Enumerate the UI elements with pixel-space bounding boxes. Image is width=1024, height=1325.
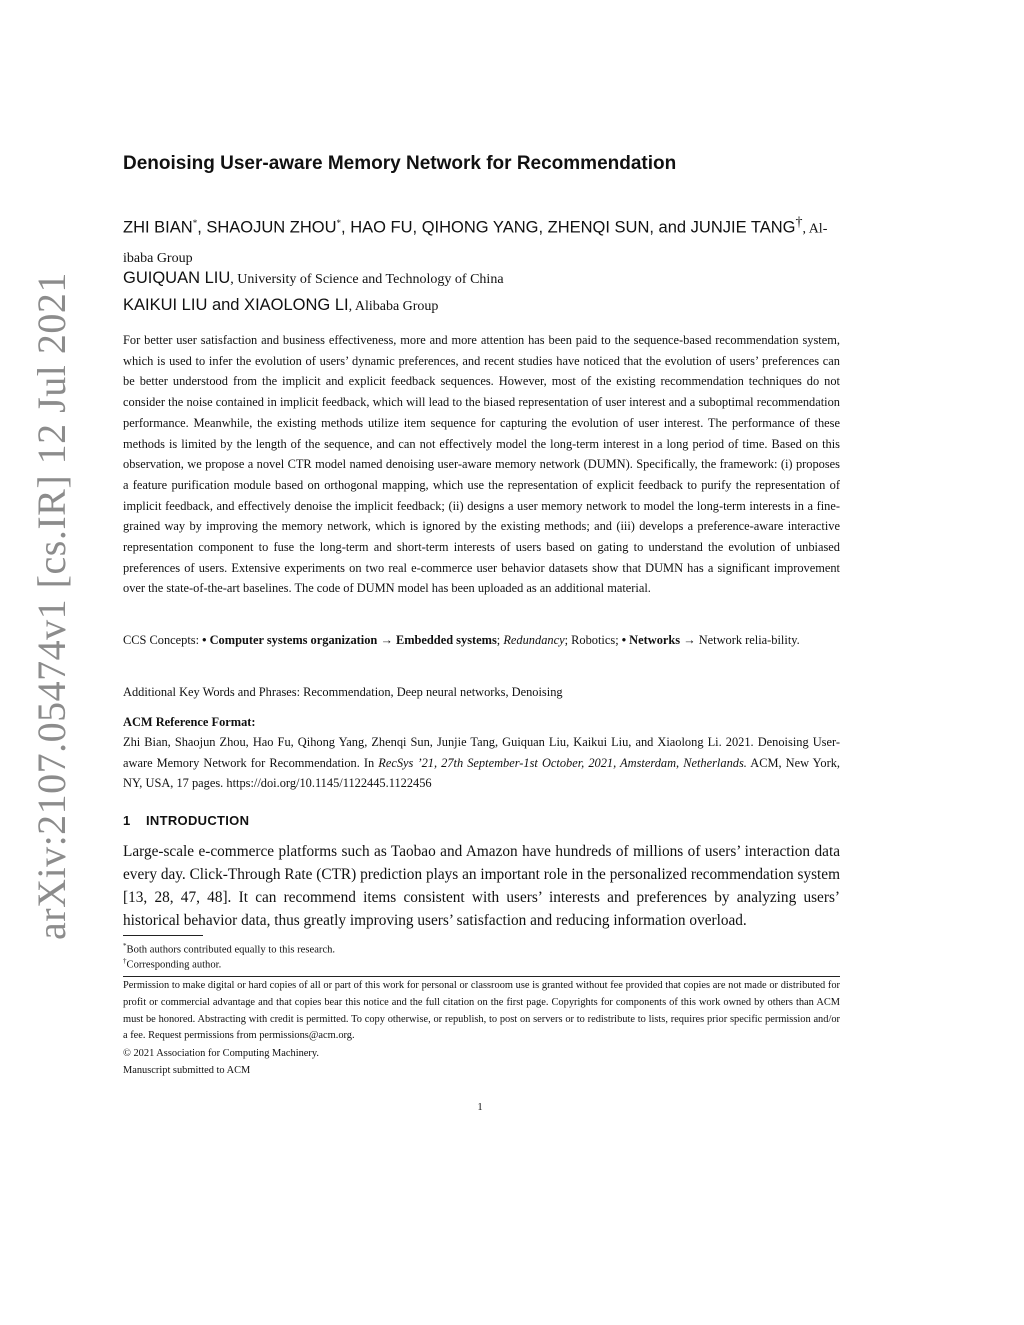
copyright-line: © 2021 Association for Computing Machinery. xyxy=(123,1048,319,1059)
abstract: For better user satisfaction and business effectiveness, more and more attention has been paid to the sequence-based recommendation system, which is used to infer the evolution of users’ dynamic preferences, and recent studies have noticed that the evolution of users’ preferences can be better understood from the implicit and explicit feedback sequences. However, most of the existing recommendation techniques do not consider the noise contained in implicit feedback, which will lead to the biased representation of user interest and a suboptimal recommendation performance. Meanwhile, the existing methods utilize item sequence for capturing the evolution of user interest. The performance of these methods is limited by the length of the sequence, and can not effectively model the long-term interest in a long period of time. Based on this observation, we propose a novel CTR model named denoising user-aware memory network (DUMN). Specifically, the framework: (i) proposes a feature purification module based on orthogonal mapping, which use the representation of explicit feedback to purify the representation of implicit feedback, and effectively denoise the implicit feedback; (ii) designs a user memory network to model the long-term interests in a fine-grained way by improving the memory network, which is ignored by the existing methods; and (iii) develops a preference-aware interactive representation component to fuse the long-term and short-term interests of users based on gating to understand the evolution of unbiased preferences of users. Extensive experiments on two real e-commerce user behavior datasets show that DUMN has a significant improvement over the state-of-the-art baselines. The code of DUMN model has been uploaded as an additional material. xyxy=(123,333,840,596)
footnote-text: Corresponding author. xyxy=(126,959,222,971)
author-affiliation: , University of Science and Technology of China xyxy=(230,272,504,287)
footnote-mark: † xyxy=(123,957,127,965)
equal-contribution-mark: * xyxy=(192,218,198,228)
arxiv-identifier-stamp: arXiv:2107.05474v1 [cs.IR] 12 Jul 2021 xyxy=(29,272,74,940)
footnote-mark: * xyxy=(123,942,127,950)
acm-reference-heading xyxy=(123,712,840,733)
ccs-concept: Redundancy xyxy=(503,633,565,647)
acm-reference-text: ACM, New York, NY, USA, 17 pages. https://doi.org/10.1145/1122445.1122456 xyxy=(123,755,841,791)
author-names: , SHAOJUN ZHOU xyxy=(197,218,337,237)
ccs-concepts xyxy=(123,630,840,651)
ccs-concept: Embedded systems xyxy=(395,633,497,647)
ccs-separator: ; Robotics; xyxy=(564,633,622,647)
acm-reference-venue: RecSys ’21, 27th September-1st October, 2021, Amsterdam, Netherlands. xyxy=(378,755,747,770)
ccs-separator: ; xyxy=(496,633,504,647)
manuscript-line: Manuscript submitted to ACM xyxy=(123,1065,251,1076)
author-names: , HAO FU, QIHONG YANG, ZHENQI SUN, and JUNJIE TANG xyxy=(341,218,796,237)
footnote-text: Both authors contributed equally to this research. xyxy=(126,944,336,956)
author-names: ZHI BIAN xyxy=(123,218,193,237)
page-number: 1 xyxy=(477,1102,483,1113)
permission-notice: Permission to make digital or hard copies of all or part of this work for personal or classroom use is granted without fee provided that copies are not made or distributed for profit or commercial advantage and that copies bear this notice and the full citation on the first page. Copyrights for components of this work owned by others than ACM must be honored. Abstracting with credit is permitted. To copy otherwise, or republish, to post on servers or to redistribute to lists, requires prior specific permission and/or a fee. Request permissions from permissions@acm.org. xyxy=(123,980,840,1042)
section-number: 1 xyxy=(123,813,131,828)
author-group-1 xyxy=(123,209,843,272)
paper-title: Denoising User-aware Memory Network for Recommendation xyxy=(123,153,677,174)
author-affiliation: , Al- xyxy=(802,221,828,237)
author-affiliation: ibaba Group xyxy=(123,250,193,266)
ccs-label: CCS Concepts: xyxy=(123,633,203,647)
author-names: KAIKUI LIU and XIAOLONG LI xyxy=(123,296,349,314)
ccs-concept: • Networks xyxy=(621,633,681,647)
introduction-paragraph: Large-scale e-commerce platforms such as Taobao and Amazon have hundreds of millions of users’ interaction data every day. Click-Through Rate (CTR) prediction plays an important role in the personalized recommendation system [13, 28, 47, 48]. It can recommend items consistent with users’ interests and preferences by analyzing users’ historical behavior data, thus greatly improving users’ satisfaction and reducing information overload. xyxy=(123,843,840,929)
author-group-3 xyxy=(123,291,843,320)
keywords: Additional Key Words and Phrases: Recommendation, Deep neural networks, Denoising xyxy=(123,685,563,699)
corresponding-author-mark: † xyxy=(795,215,803,230)
acm-reference-format xyxy=(123,732,840,794)
ccs-concept: • Computer systems organization xyxy=(202,633,378,647)
permission-divider xyxy=(123,976,840,977)
acm-reference-text: Zhi Bian, Shaojun Zhou, Hao Fu, Qihong Yang, Zhenqi Sun, Junjie Tang, Guiquan Liu, Kaikui Liu, and Xiaolong Li. 2021. Denoising User-aware Memory Network for Recommendation. In xyxy=(123,735,840,770)
author-affiliation: , Alibaba Group xyxy=(348,299,439,314)
section-heading xyxy=(123,813,249,828)
equal-contribution-mark: * xyxy=(336,218,342,228)
ccs-concept: Network relia-bility. xyxy=(698,633,800,647)
footnote-divider xyxy=(123,935,203,936)
ccs-arrow: → xyxy=(377,633,396,647)
footnote-corresponding-author xyxy=(123,954,221,973)
ccs-arrow: → xyxy=(680,633,699,647)
section-title: INTRODUCTION xyxy=(146,813,250,828)
author-group-2 xyxy=(123,264,843,293)
acm-reference-heading-text: ACM Reference Format: xyxy=(123,715,256,729)
author-names: GUIQUAN LIU xyxy=(123,269,231,287)
